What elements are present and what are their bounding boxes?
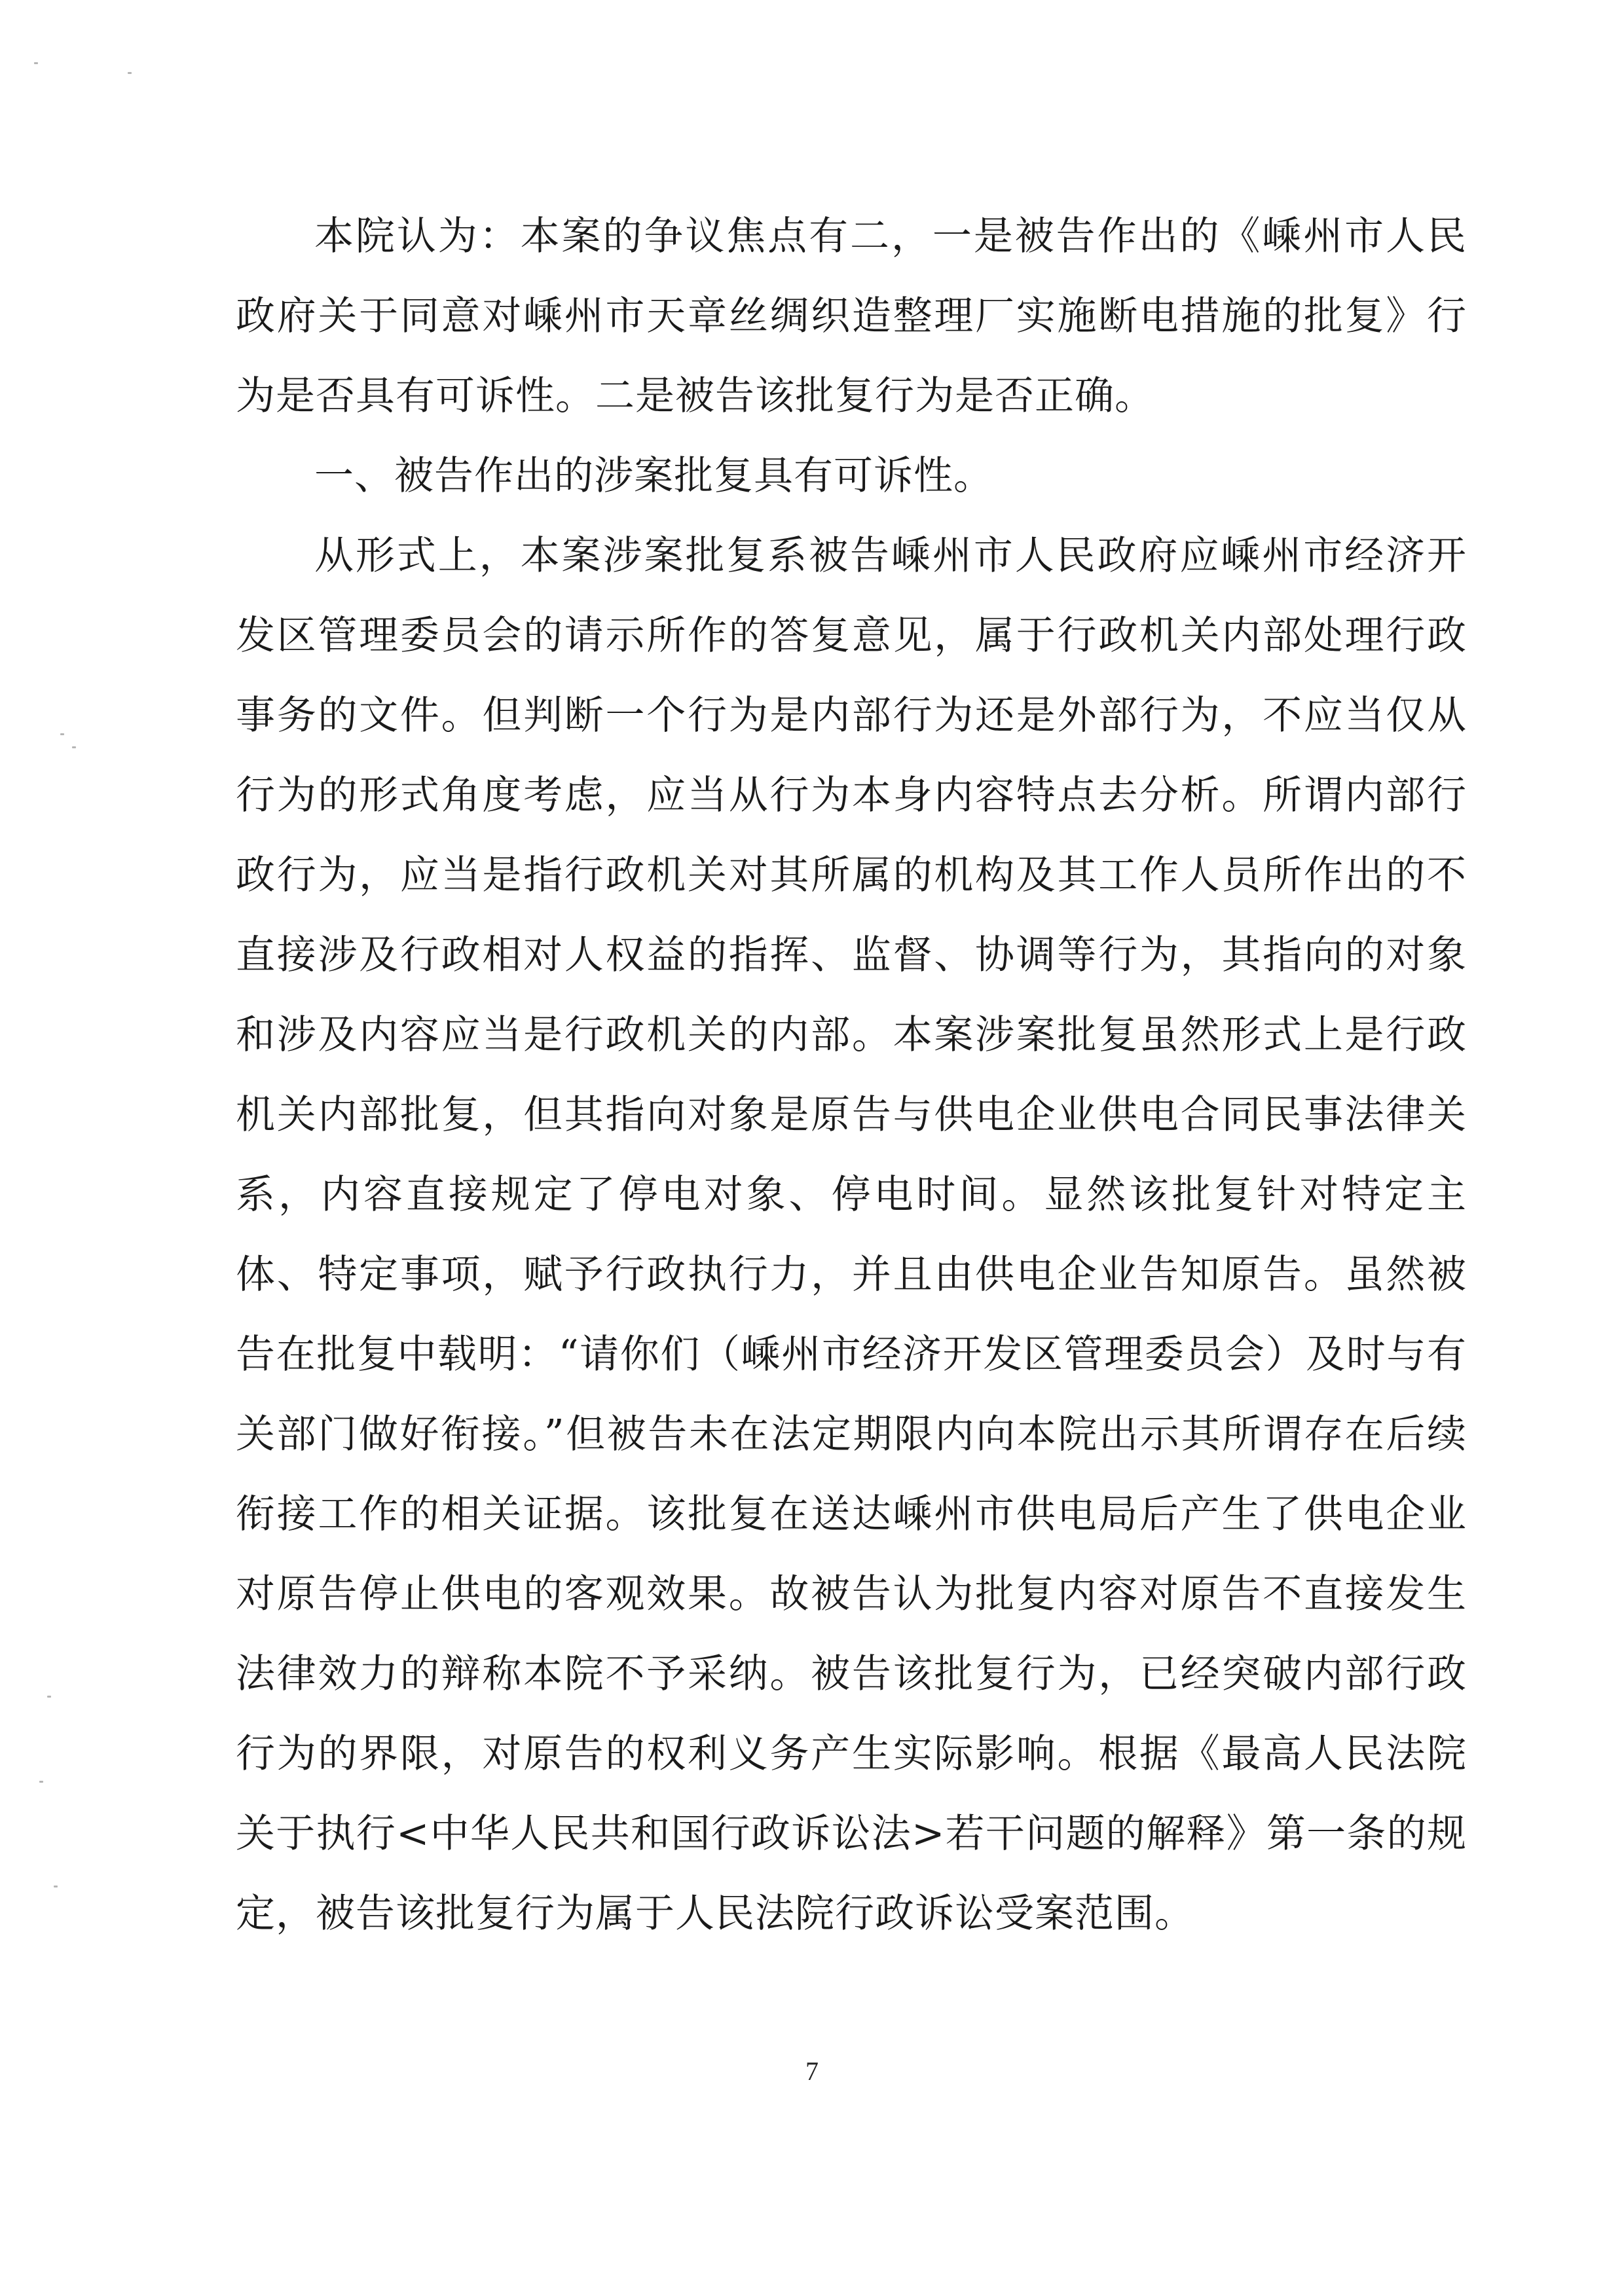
scan-speck — [34, 62, 38, 64]
paragraph-heading-one: 一、被告作出的涉案批复具有可诉性。 — [314, 453, 993, 499]
scan-speck — [54, 1886, 58, 1887]
scan-speck — [72, 746, 76, 748]
scan-speck — [60, 733, 64, 735]
body-text — [236, 196, 1467, 1954]
scan-speck — [47, 1696, 51, 1698]
paragraph-reasoning: 从形式上，本案涉案批复系被告嵊州市人民政府应嵊州市经济开发区管理委员会的请示所作的答复意见，属于行政机关内部处理行政事务的文件。但判断一个行为是内部行为还是外部行为，不应当仅从行为的形式角度考虑，应当从行为本身内容特点去分析。所谓内部行政行为，应当是指行政机关对其所属的机构及其工作人员所作出的不直接涉及行政相对人权益的指挥、监督、协调等行为，其指向的对象和涉及内容应当是行政机关的内部。本案涉案批复虽然形式上是行政机关内部批复，但其指向对象是原告与供电企业供电合同民事法律关系，内容直接规定了停电对象、停电时间。显然该批复针对特定主体、特定事项，赋予行政执行力，并且由供电企业告知原告。虽然被告在批复中载明：“请你们（嵊州市经济开发区管理委员会）及时与有关部门做好衔接。”但被告未在法定期限内向本院出示其所谓存在后续衔接工作的相关证据。该批复在送达嵊州市供电局后产生了供电企业对原告停止供电的客观效果。故被告认为批复内容对原告不直接发生法律效力的辩称本院不予采纳。被告该批复行为，已经突破内部行政行为的界限，对原告的权利义务产生实际影响。根据《最高人民法院关于执行<中华人民共和国行政诉讼法>若干问题的解释》第一条的规定，被告该批复行为属于人民法院行政诉讼受案范围。 — [236, 533, 1467, 1937]
scan-speck — [128, 72, 132, 74]
page-number: 7 — [805, 2056, 819, 2086]
scan-speck — [39, 1781, 43, 1783]
paragraph-court-opinion-intro: 本院认为：本案的争议焦点有二，一是被告作出的《嵊州市人民政府关于同意对嵊州市天章丝绸织造整理厂实施断电措施的批复》行为是否具有可诉性。二是被告该批复行为是否正确。 — [236, 213, 1467, 419]
